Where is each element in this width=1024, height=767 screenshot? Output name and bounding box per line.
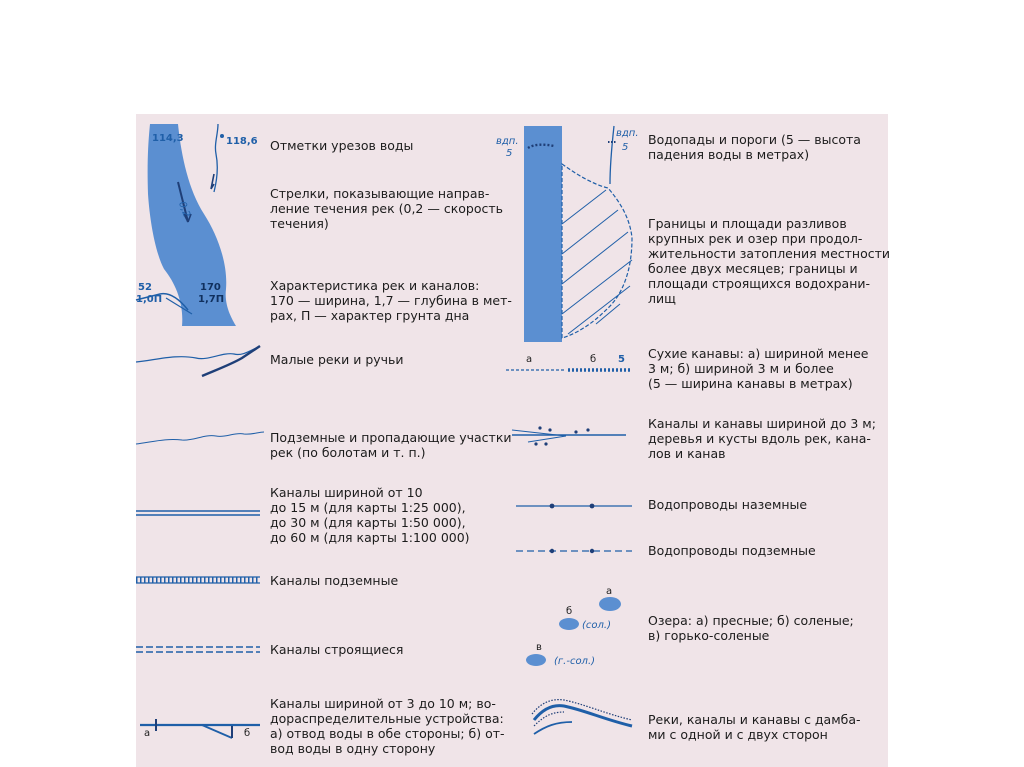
water-mark-dot xyxy=(220,134,224,138)
lake-salt-label: б xyxy=(566,606,573,617)
waterfall-river-band xyxy=(524,126,562,342)
river-width-label-2: 170 xyxy=(200,282,221,293)
lake-fresh-label: а xyxy=(606,586,613,597)
underground-rivers-description: Подземные и пропадающие участки рек (по болотам и т. п.) xyxy=(270,430,512,460)
waterfall-label-2: вдп. xyxy=(616,128,639,139)
canal-distributor-b xyxy=(202,725,232,738)
river-chars-description: Характеристика рек и каналов: 170 — ширина, 1,7 — глубина в мет- рах, П — характер грунта дна xyxy=(270,278,512,323)
lake-bitter-note: (г.-сол.) xyxy=(554,656,596,667)
dams-description: Реки, каналы и канавы с дамба- ми с одной и с двух сторон xyxy=(648,712,861,742)
river-width-label-1: 52 xyxy=(138,282,152,293)
pipes-above-description: Водопроводы наземные xyxy=(648,497,808,512)
waterfall-height-2: 5 xyxy=(622,142,629,153)
pipe-under-dot-1 xyxy=(550,549,554,553)
canals-underground-description: Каналы подземные xyxy=(270,573,399,588)
floods-description: Границы и площади разливов крупных рек и озер при продол- жительности затопления местности более двух месяцев; границы и площади строящихся водохрани- лищ xyxy=(648,216,891,306)
canals-building-description: Каналы строящиеся xyxy=(270,642,404,657)
underground-river-symbol xyxy=(136,432,264,444)
lakes-description: Озера: а) пресные; б) соленые; в) горько-соленые xyxy=(648,613,854,643)
canal-distributor-b-label: б xyxy=(244,728,251,739)
water-mark-label-1: 114,3 xyxy=(152,133,184,144)
dam-canal xyxy=(534,722,572,734)
lake-bitter-label: в xyxy=(536,642,542,653)
waterfall-label-1: вдп. xyxy=(496,136,519,147)
lake-bitter xyxy=(526,654,546,666)
waterfall-stream xyxy=(610,126,614,184)
small-river-symbol-2 xyxy=(202,346,260,376)
waterfall-height-1: 5 xyxy=(506,148,513,159)
lake-salt-note: (сол.) xyxy=(582,620,611,631)
legend-sheet xyxy=(136,114,891,767)
dry-ditches-description: Сухие канавы: а) шириной менее 3 м; б) шириной 3 м и более (5 — ширина канавы в метрах) xyxy=(648,346,869,391)
waterfalls-description: Водопады и пороги (5 — высота падения воды в метрах) xyxy=(648,132,861,162)
water-marks-description: Отметки урезов воды xyxy=(270,138,414,153)
water-mark-label-2: 118,6 xyxy=(226,136,258,147)
lake-salt xyxy=(559,618,579,630)
river-depth-label-1: 1,0П xyxy=(136,294,163,305)
dry-ditch-a-label: а xyxy=(526,354,533,365)
side-stream-arrow xyxy=(211,174,214,189)
dam-river xyxy=(534,706,632,726)
dry-ditch-b-label: б xyxy=(590,354,597,365)
river-depth-label-2: 1,7П xyxy=(198,294,225,305)
side-stream xyxy=(214,124,218,192)
pipe-above-dot-1 xyxy=(550,504,555,509)
pipes-under-description: Водопроводы подземные xyxy=(648,543,816,558)
flow-speed-label: 0,2 xyxy=(176,200,192,219)
flow-arrows-description: Стрелки, показывающие направ- ление течения рек (0,2 — скорость течения) xyxy=(270,186,504,231)
canal-distributor-a-label: а xyxy=(144,728,151,739)
pipe-under-dot-2 xyxy=(590,549,594,553)
flood-hatch xyxy=(562,190,632,334)
dry-ditch-width-label: 5 xyxy=(618,354,625,365)
pipe-above-dot-2 xyxy=(590,504,595,509)
canals-wide-description: Каналы шириной от 10 до 15 м (для карты 1:25 000), до 30 м (для карты 1:50 000), до 60 м (для карты 1:100 000) xyxy=(270,485,470,545)
small-rivers-description: Малые реки и ручьи xyxy=(270,352,404,367)
canals-small-description: Каналы шириной от 3 до 10 м; во- дораспределительные устройства: а) отвод воды в обе стороны; б) от- вод воды в одну сторону xyxy=(270,696,505,756)
lake-fresh xyxy=(599,597,621,611)
ditch-branch xyxy=(512,430,566,442)
ditches-trees-description: Каналы и канавы шириной до 3 м; деревья и кусты вдоль рек, кана- лов и канав xyxy=(648,416,876,461)
